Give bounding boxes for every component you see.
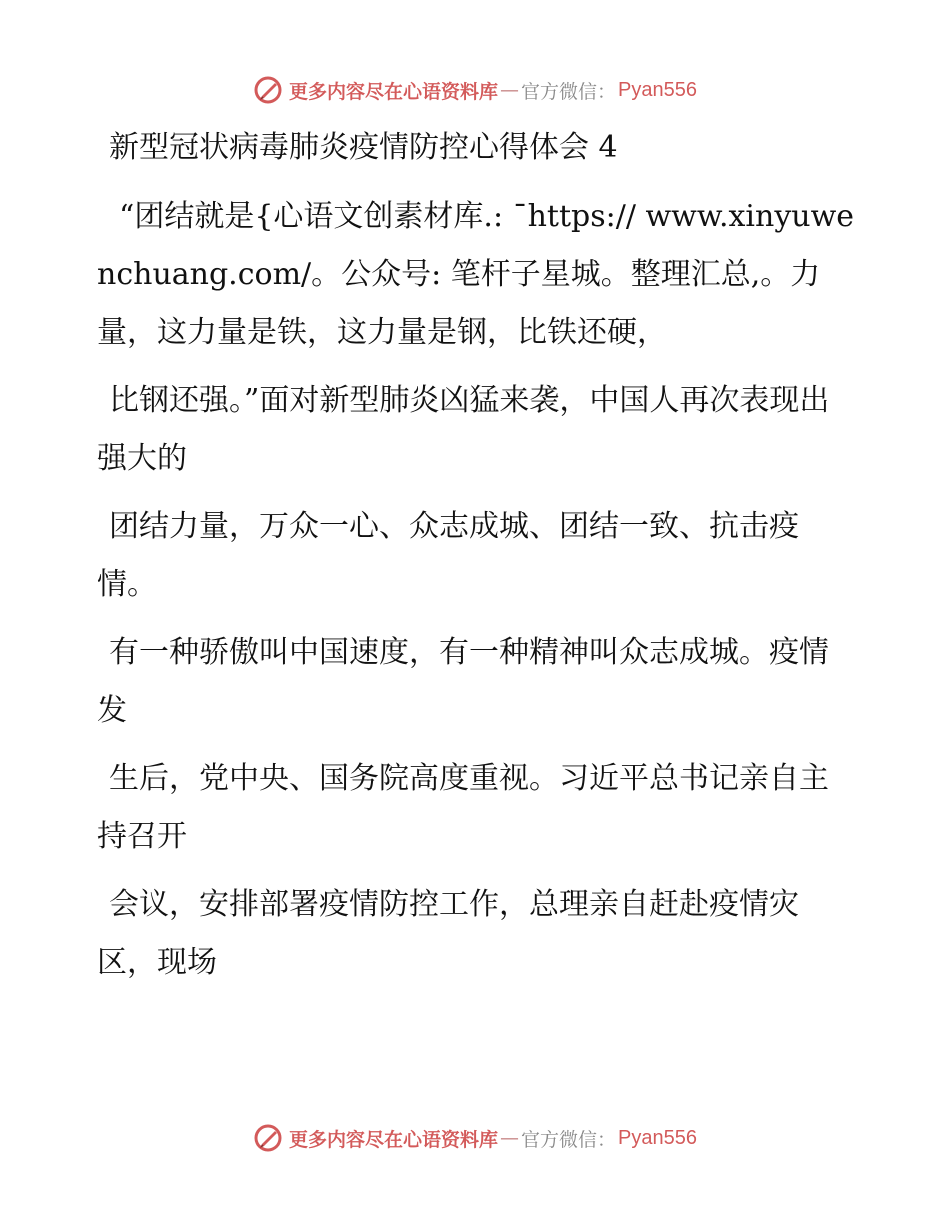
banner-wechat-id: Pyan556 (618, 78, 697, 101)
paragraph-5: 生后，党中央、国务院高度重视。习近平总书记亲自主持召开 (97, 761, 829, 854)
paragraph-1: “团结就是{心语文创素材库.: ¯https:// www.xinyuwenchuang.com/。公众号: 笔杆子星城。整理汇总,。力量，这力量是铁，这力量是钢，比铁还硬， (97, 199, 855, 350)
banner-dash: — (500, 1127, 520, 1149)
header-banner (0, 73, 950, 107)
document-body (97, 124, 857, 1002)
pen-logo-icon (253, 75, 283, 105)
banner-wechat-label: 官方微信： (521, 80, 617, 103)
document-title: 新型冠状病毒肺炎疫情防控心得体会 4 (109, 130, 618, 165)
banner-wechat-id: Pyan556 (618, 1126, 697, 1149)
banner-wechat-label: 官方微信： (521, 1128, 617, 1151)
paragraph-2: 比钢还强。”面对新型肺炎凶猛来袭，中国人再次表现出强大的 (97, 383, 830, 476)
banner-site-text: 更多内容尽在心语资料库 (289, 1128, 499, 1151)
paragraph-6: 会议，安排部署疫情防控工作，总理亲自赶赴疫情灾区，现场 (97, 887, 799, 980)
paragraph-4: 有一种骄傲叫中国速度，有一种精神叫众志成城。疫情发 (97, 635, 829, 728)
banner-site-text: 更多内容尽在心语资料库 (289, 80, 499, 103)
pen-logo-icon (253, 1123, 283, 1153)
footer-banner (0, 1121, 950, 1155)
paragraph-3: 团结力量，万众一心、众志成城、团结一致、抗击疫情。 (97, 509, 799, 602)
banner-dash: — (500, 79, 520, 101)
